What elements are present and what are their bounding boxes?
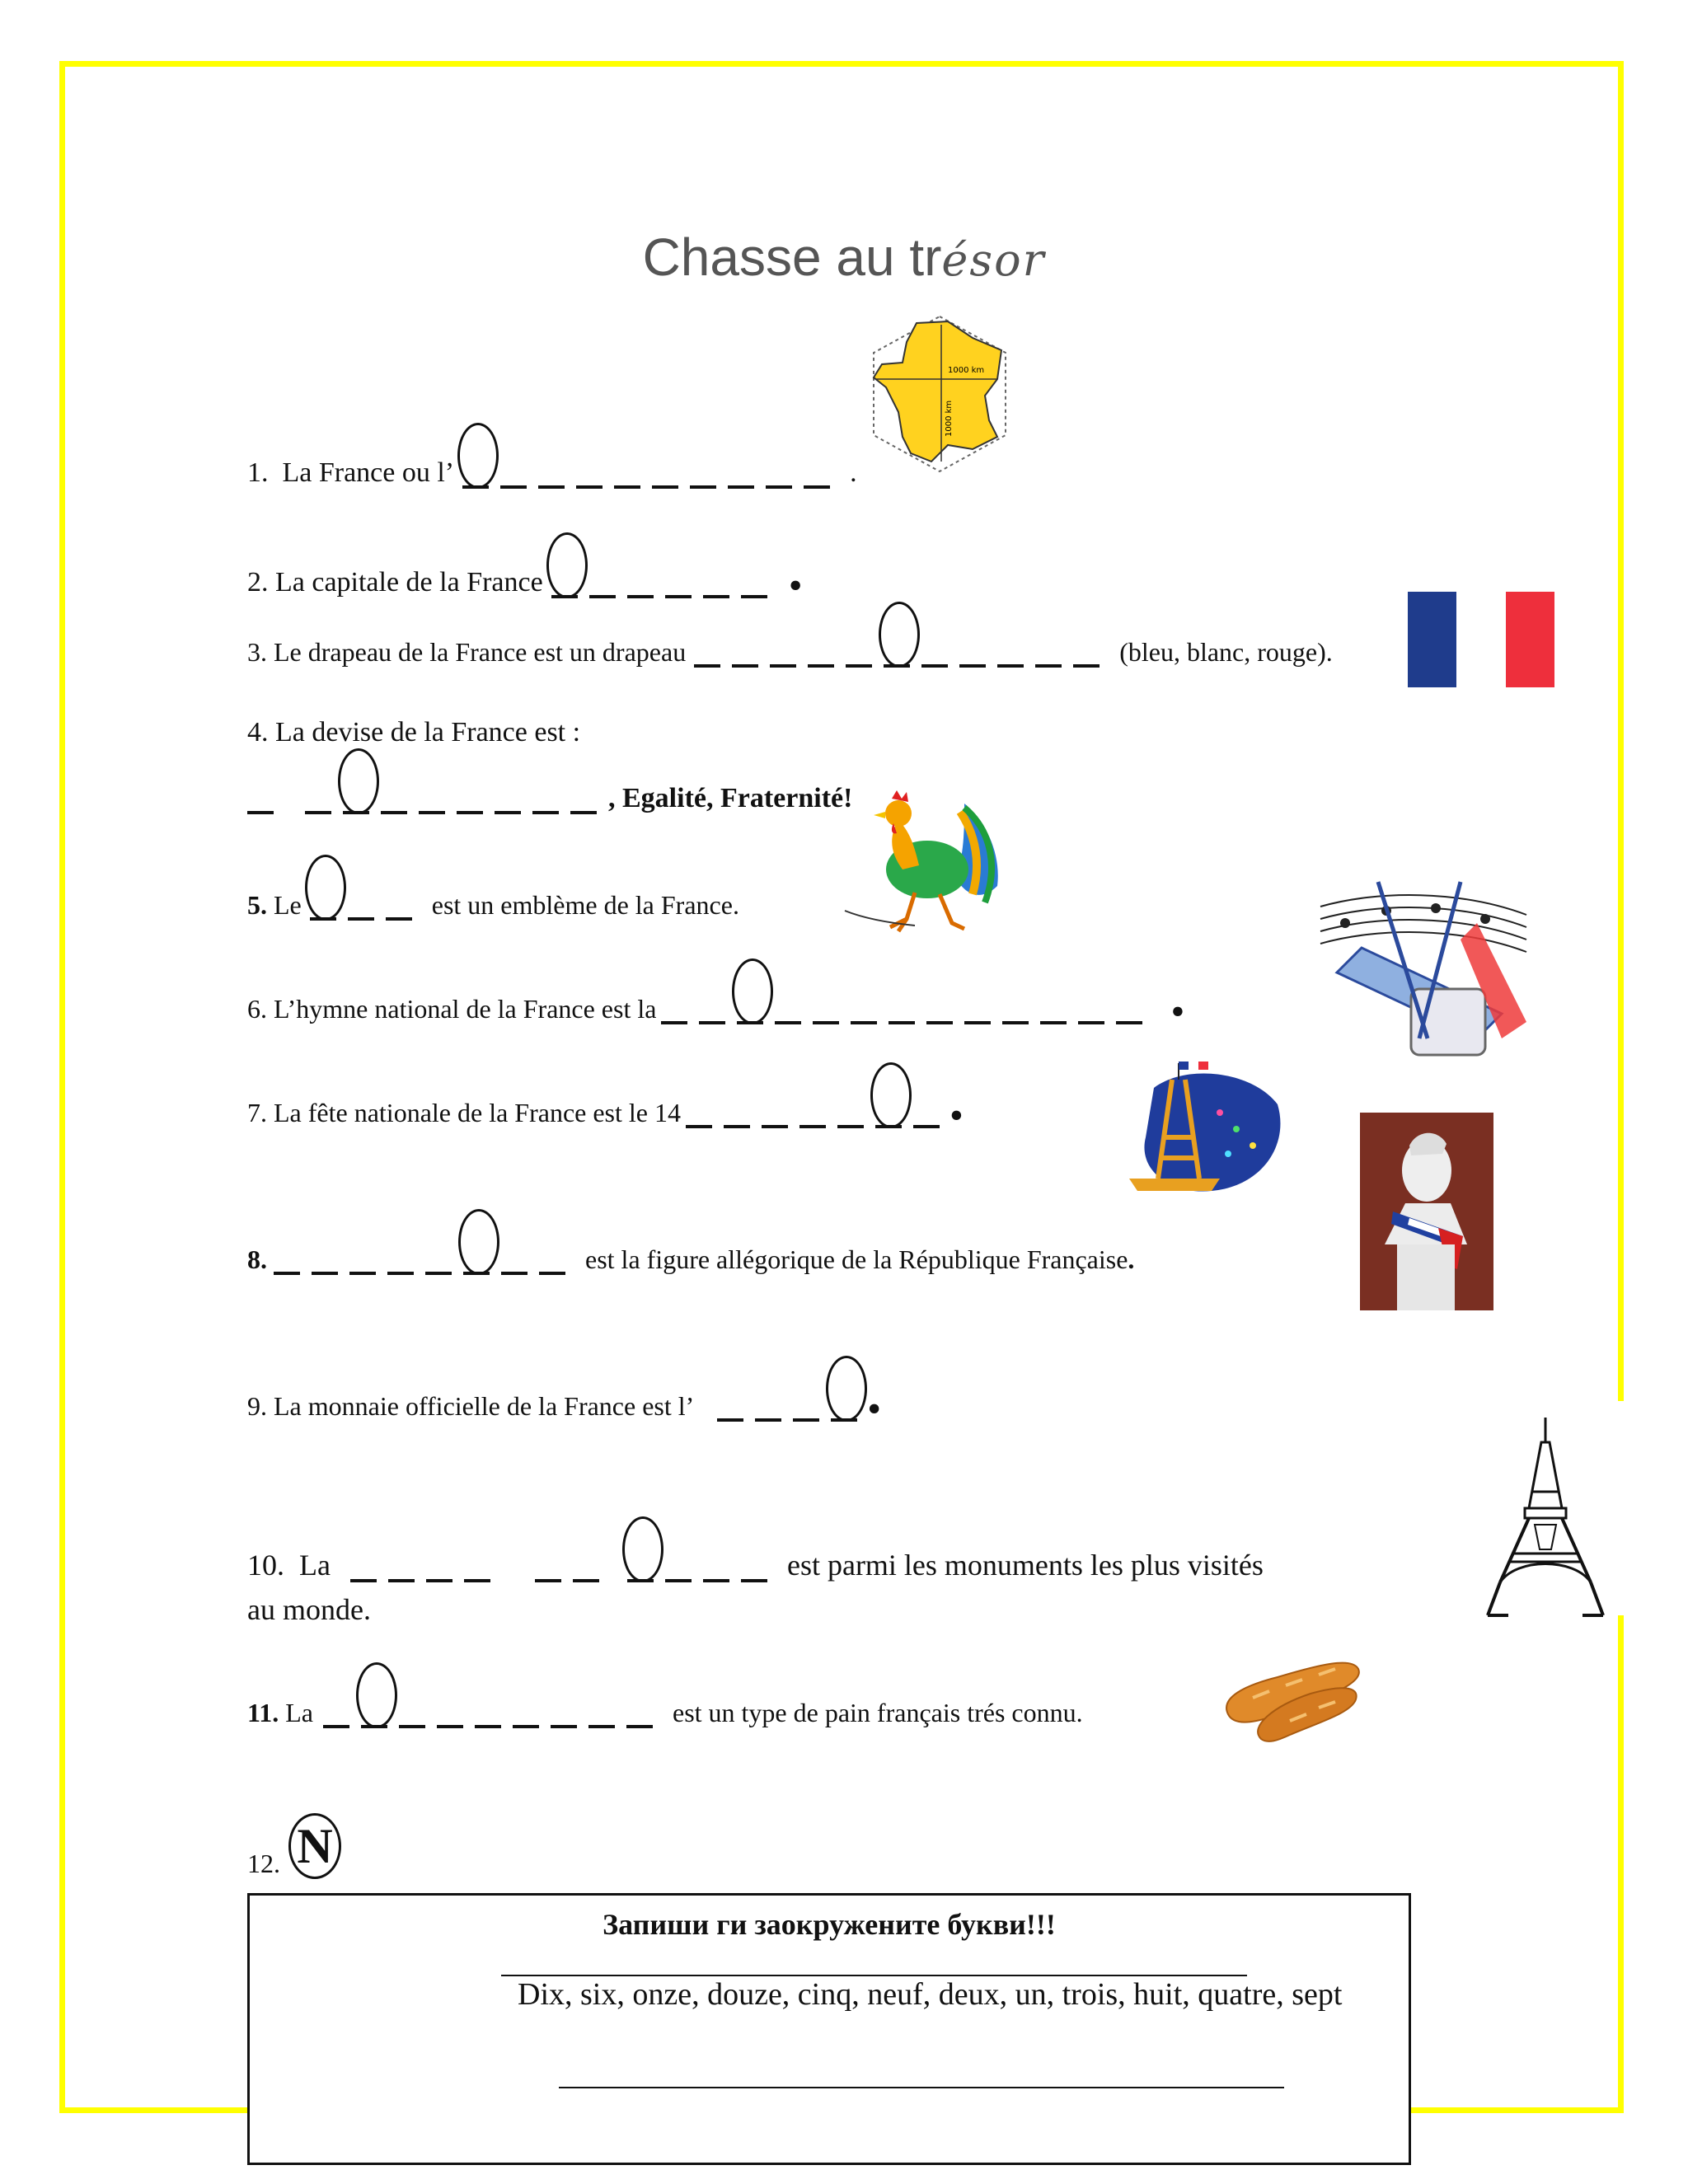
motto-rest: , Egalité, Fraternité! — [608, 783, 853, 813]
eiffel-tower-image — [1484, 1418, 1607, 1619]
question-10-line2 — [247, 1592, 371, 1627]
question-9 — [247, 1387, 882, 1431]
title-main: Chasse au tr — [642, 227, 942, 287]
france-map-image — [865, 313, 1014, 474]
question-hint: est la figure allégorique de la République Française — [585, 1244, 1128, 1274]
anthem-instruments-image — [1312, 874, 1535, 1067]
question-5 — [247, 890, 739, 921]
answer-blanks[interactable] — [661, 1021, 1154, 1024]
question-4 — [247, 717, 580, 748]
answer-blanks[interactable] — [717, 1418, 869, 1422]
period: • — [788, 564, 803, 607]
rooster-image — [841, 787, 1010, 944]
question-text: La fête nationale de la France est le 14 — [274, 1098, 681, 1127]
question-4-answer — [247, 783, 852, 814]
question-end: . — [850, 457, 857, 488]
map-scale-label-vertical: 1000 km — [945, 400, 954, 437]
question-number: 3. — [247, 637, 267, 667]
question-hint: est un type de pain français trés connu. — [672, 1698, 1083, 1727]
answer-line-bottom[interactable] — [559, 2087, 1284, 2088]
question-number: 1. — [247, 457, 269, 488]
question-number: 10. — [247, 1549, 284, 1582]
question-8 — [247, 1244, 1134, 1275]
question-text: L’hymne national de la France est la — [274, 994, 657, 1024]
page-title — [0, 227, 1688, 288]
answer-box-title: Запиши ги заокружените букви!!! — [603, 1908, 1056, 1941]
question-text: La devise de la France est : — [275, 717, 581, 748]
answer-blanks[interactable] — [551, 595, 779, 598]
question-end: . — [1128, 1244, 1135, 1274]
period: • — [867, 1387, 882, 1431]
question-number: 5. — [247, 890, 267, 920]
french-flag-image — [1408, 592, 1554, 687]
answer-blanks[interactable] — [310, 917, 424, 921]
period: • — [1170, 990, 1185, 1033]
answer-blanks[interactable] — [694, 664, 1111, 668]
title-tail: ésor — [941, 234, 1046, 286]
fireworks-eiffel-image — [1113, 1055, 1286, 1199]
question-hint-continued: au monde. — [247, 1593, 371, 1626]
question-hint: (bleu, blanc, rouge). — [1119, 637, 1333, 667]
question-number: 4. — [247, 717, 269, 748]
answer-blanks[interactable] — [247, 811, 608, 814]
page-border — [59, 61, 1624, 2113]
question-number: 6. — [247, 994, 267, 1024]
question-text: La — [299, 1549, 331, 1582]
answer-blanks[interactable] — [274, 1272, 577, 1275]
answer-blanks[interactable] — [350, 1579, 779, 1582]
question-12 — [247, 1813, 341, 1879]
question-1 — [247, 457, 857, 489]
question-10 — [247, 1548, 1264, 1582]
question-3 — [247, 637, 1333, 668]
question-text: Le drapeau de la France est un drapeau — [274, 637, 687, 667]
question-2 — [247, 564, 803, 607]
question-number: 2. — [247, 567, 269, 598]
question-text: La capitale de la France — [275, 567, 543, 598]
question-text: La monnaie officielle de la France est l’ — [274, 1391, 695, 1421]
question-6 — [247, 990, 1185, 1033]
answer-blanks[interactable] — [323, 1725, 664, 1728]
answer-blanks[interactable] — [462, 485, 842, 489]
answer-box — [247, 1893, 1411, 2165]
question-text: Le — [274, 890, 302, 920]
question-number: 11. — [247, 1698, 279, 1727]
question-number: 8. — [247, 1244, 267, 1274]
period: • — [949, 1094, 964, 1137]
question-7 — [247, 1094, 964, 1137]
question-hint: est parmi les monuments les plus visités — [786, 1549, 1264, 1582]
circled-letter: N — [288, 1813, 341, 1879]
question-number: 9. — [247, 1391, 267, 1421]
marianne-bust-image — [1360, 1113, 1493, 1310]
question-number: 12. — [247, 1849, 280, 1878]
question-number: 7. — [247, 1098, 267, 1127]
letter-order-list: Dix, six, onze, douze, cinq, neuf, deux, un, trois, huit, quatre, sept — [518, 1977, 1343, 2012]
answer-blanks[interactable] — [686, 1125, 951, 1128]
question-11 — [247, 1698, 1083, 1728]
border-gap — [1612, 1401, 1629, 1615]
question-text: La France ou l’ — [282, 457, 455, 488]
question-hint: est un emblème de la France. — [431, 890, 739, 920]
baguette-image — [1212, 1648, 1364, 1747]
map-scale-label: 1000 km — [948, 366, 985, 375]
question-text: La — [285, 1698, 313, 1727]
